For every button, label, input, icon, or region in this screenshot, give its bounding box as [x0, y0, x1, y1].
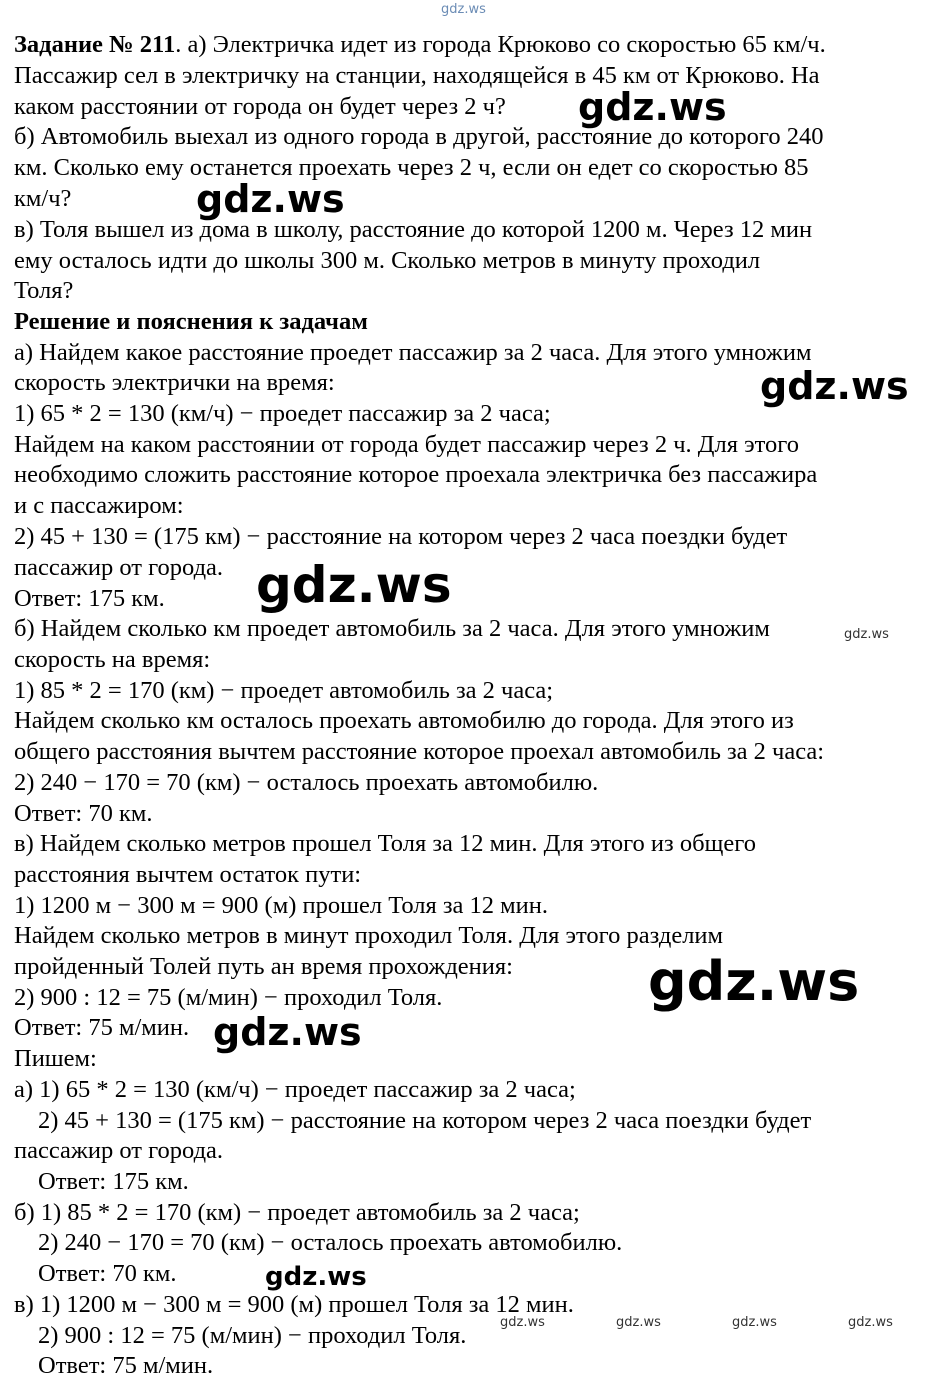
solution-answer: Ответ: 70 км. [14, 800, 153, 827]
watermark: gdz.ws [760, 364, 909, 408]
solution-line: Найдем сколько км осталось проехать автомобилю до города. Для этого из [14, 707, 794, 734]
header-watermark: gdz.ws [441, 2, 486, 17]
task-line: в) Толя вышел из дома в школу, расстояние до которой 1200 м. Через 12 мин [14, 216, 813, 243]
solution-line: в) Найдем сколько метров прошел Толя за 12 мин. Для этого из общего [14, 830, 756, 857]
watermark: gdz.ws [578, 85, 727, 129]
watermark: gdz.ws [500, 1315, 545, 1330]
write-line: 2) 45 + 130 = (175 км) − расстояние на котором через 2 часа поездки будет [38, 1107, 812, 1134]
watermark: gdz.ws [213, 1010, 362, 1054]
solution-line: пройденный Толей путь ан время прохождения: [14, 953, 513, 980]
solution-line: и с пассажиром: [14, 492, 184, 519]
write-line: б) 1) 85 * 2 = 170 (км) − проедет автомобиль за 2 часа; [14, 1199, 580, 1226]
watermark: gdz.ws [848, 1315, 893, 1330]
watermark: gdz.ws [196, 177, 345, 221]
write-line: а) 1) 65 * 2 = 130 (км/ч) − проедет пассажир за 2 часа; [14, 1076, 576, 1103]
solution-line: скорость на время: [14, 646, 211, 673]
watermark: gdz.ws [732, 1315, 777, 1330]
write-answer: Ответ: 70 км. [38, 1260, 177, 1287]
write-line: 2) 240 − 170 = 70 (км) − осталось проехать автомобилю. [38, 1229, 623, 1256]
task-line-1 [14, 30, 826, 60]
solution-line: Найдем сколько метров в минут проходил Толя. Для этого разделим [14, 922, 724, 949]
task-line: б) Автомобиль выехал из одного города в другой, расстояние до которого 240 [14, 123, 824, 150]
solution-line: 1) 1200 м − 300 м = 900 (м) прошел Толя за 12 мин. [14, 892, 549, 919]
task-line-1-text: . а) Электричка идет из города Крюково со скоростью 65 км/ч. [175, 31, 826, 58]
solution-line: расстояния вычтем остаток пути: [14, 861, 362, 888]
solution-line: необходимо сложить расстояние которое проехала электричка без пассажира [14, 461, 818, 488]
solution-line: 2) 45 + 130 = (175 км) − расстояние на котором через 2 часа поездки будет [14, 523, 788, 550]
write-answer: Ответ: 75 м/мин. [38, 1352, 214, 1379]
task-line: км. Сколько ему останется проехать через 2 ч, если он едет со скоростью 85 [14, 154, 809, 181]
task-line: Толя? [14, 277, 74, 304]
task-title: Задание № 211 [14, 31, 176, 58]
solution-line: общего расстояния вычтем расстояние которое проехал автомобиль за 2 часа: [14, 738, 825, 765]
write-line: 2) 900 : 12 = 75 (м/мин) − проходил Толя. [38, 1322, 467, 1349]
solution-heading: Решение и пояснения к задачам [14, 308, 368, 335]
write-answer: Ответ: 175 км. [38, 1168, 189, 1195]
task-line: Пассажир сел в электричку на станции, находящейся в 45 км от Крюково. На [14, 62, 820, 89]
task-line: ему осталось идти до школы 300 м. Сколько метров в минуту проходил [14, 247, 761, 274]
solution-line: Найдем на каком расстоянии от города будет пассажир через 2 ч. Для этого [14, 431, 799, 458]
solution-line: пассажир от города. [14, 554, 224, 581]
solution-answer: Ответ: 75 м/мин. [14, 1014, 190, 1041]
watermark: gdz.ws [844, 627, 889, 642]
solution-answer: Ответ: 175 км. [14, 585, 165, 612]
write-line: пассажир от города. [14, 1137, 224, 1164]
solution-line: 2) 900 : 12 = 75 (м/мин) − проходил Толя. [14, 984, 443, 1011]
solution-line: скорость электрички на время: [14, 369, 335, 396]
task-line: км/ч? [14, 185, 72, 212]
write-heading: Пишем: [14, 1045, 97, 1072]
solution-line: 1) 65 * 2 = 130 (км/ч) − проедет пассажир за 2 часа; [14, 400, 551, 427]
watermark: gdz.ws [648, 950, 860, 1013]
watermark: gdz.ws [265, 1262, 367, 1292]
watermark: gdz.ws [256, 556, 452, 614]
solution-line: б) Найдем сколько км проедет автомобиль за 2 часа. Для этого умножим [14, 615, 770, 642]
write-line: в) 1) 1200 м − 300 м = 900 (м) прошел Толя за 12 мин. [14, 1291, 574, 1318]
solution-line: 1) 85 * 2 = 170 (км) − проедет автомобиль за 2 часа; [14, 677, 554, 704]
solution-line: 2) 240 − 170 = 70 (км) − осталось проехать автомобилю. [14, 769, 599, 796]
task-line: каком расстоянии от города он будет через 2 ч? [14, 93, 506, 120]
solution-line: а) Найдем какое расстояние проедет пассажир за 2 часа. Для этого умножим [14, 339, 812, 366]
watermark: gdz.ws [616, 1315, 661, 1330]
